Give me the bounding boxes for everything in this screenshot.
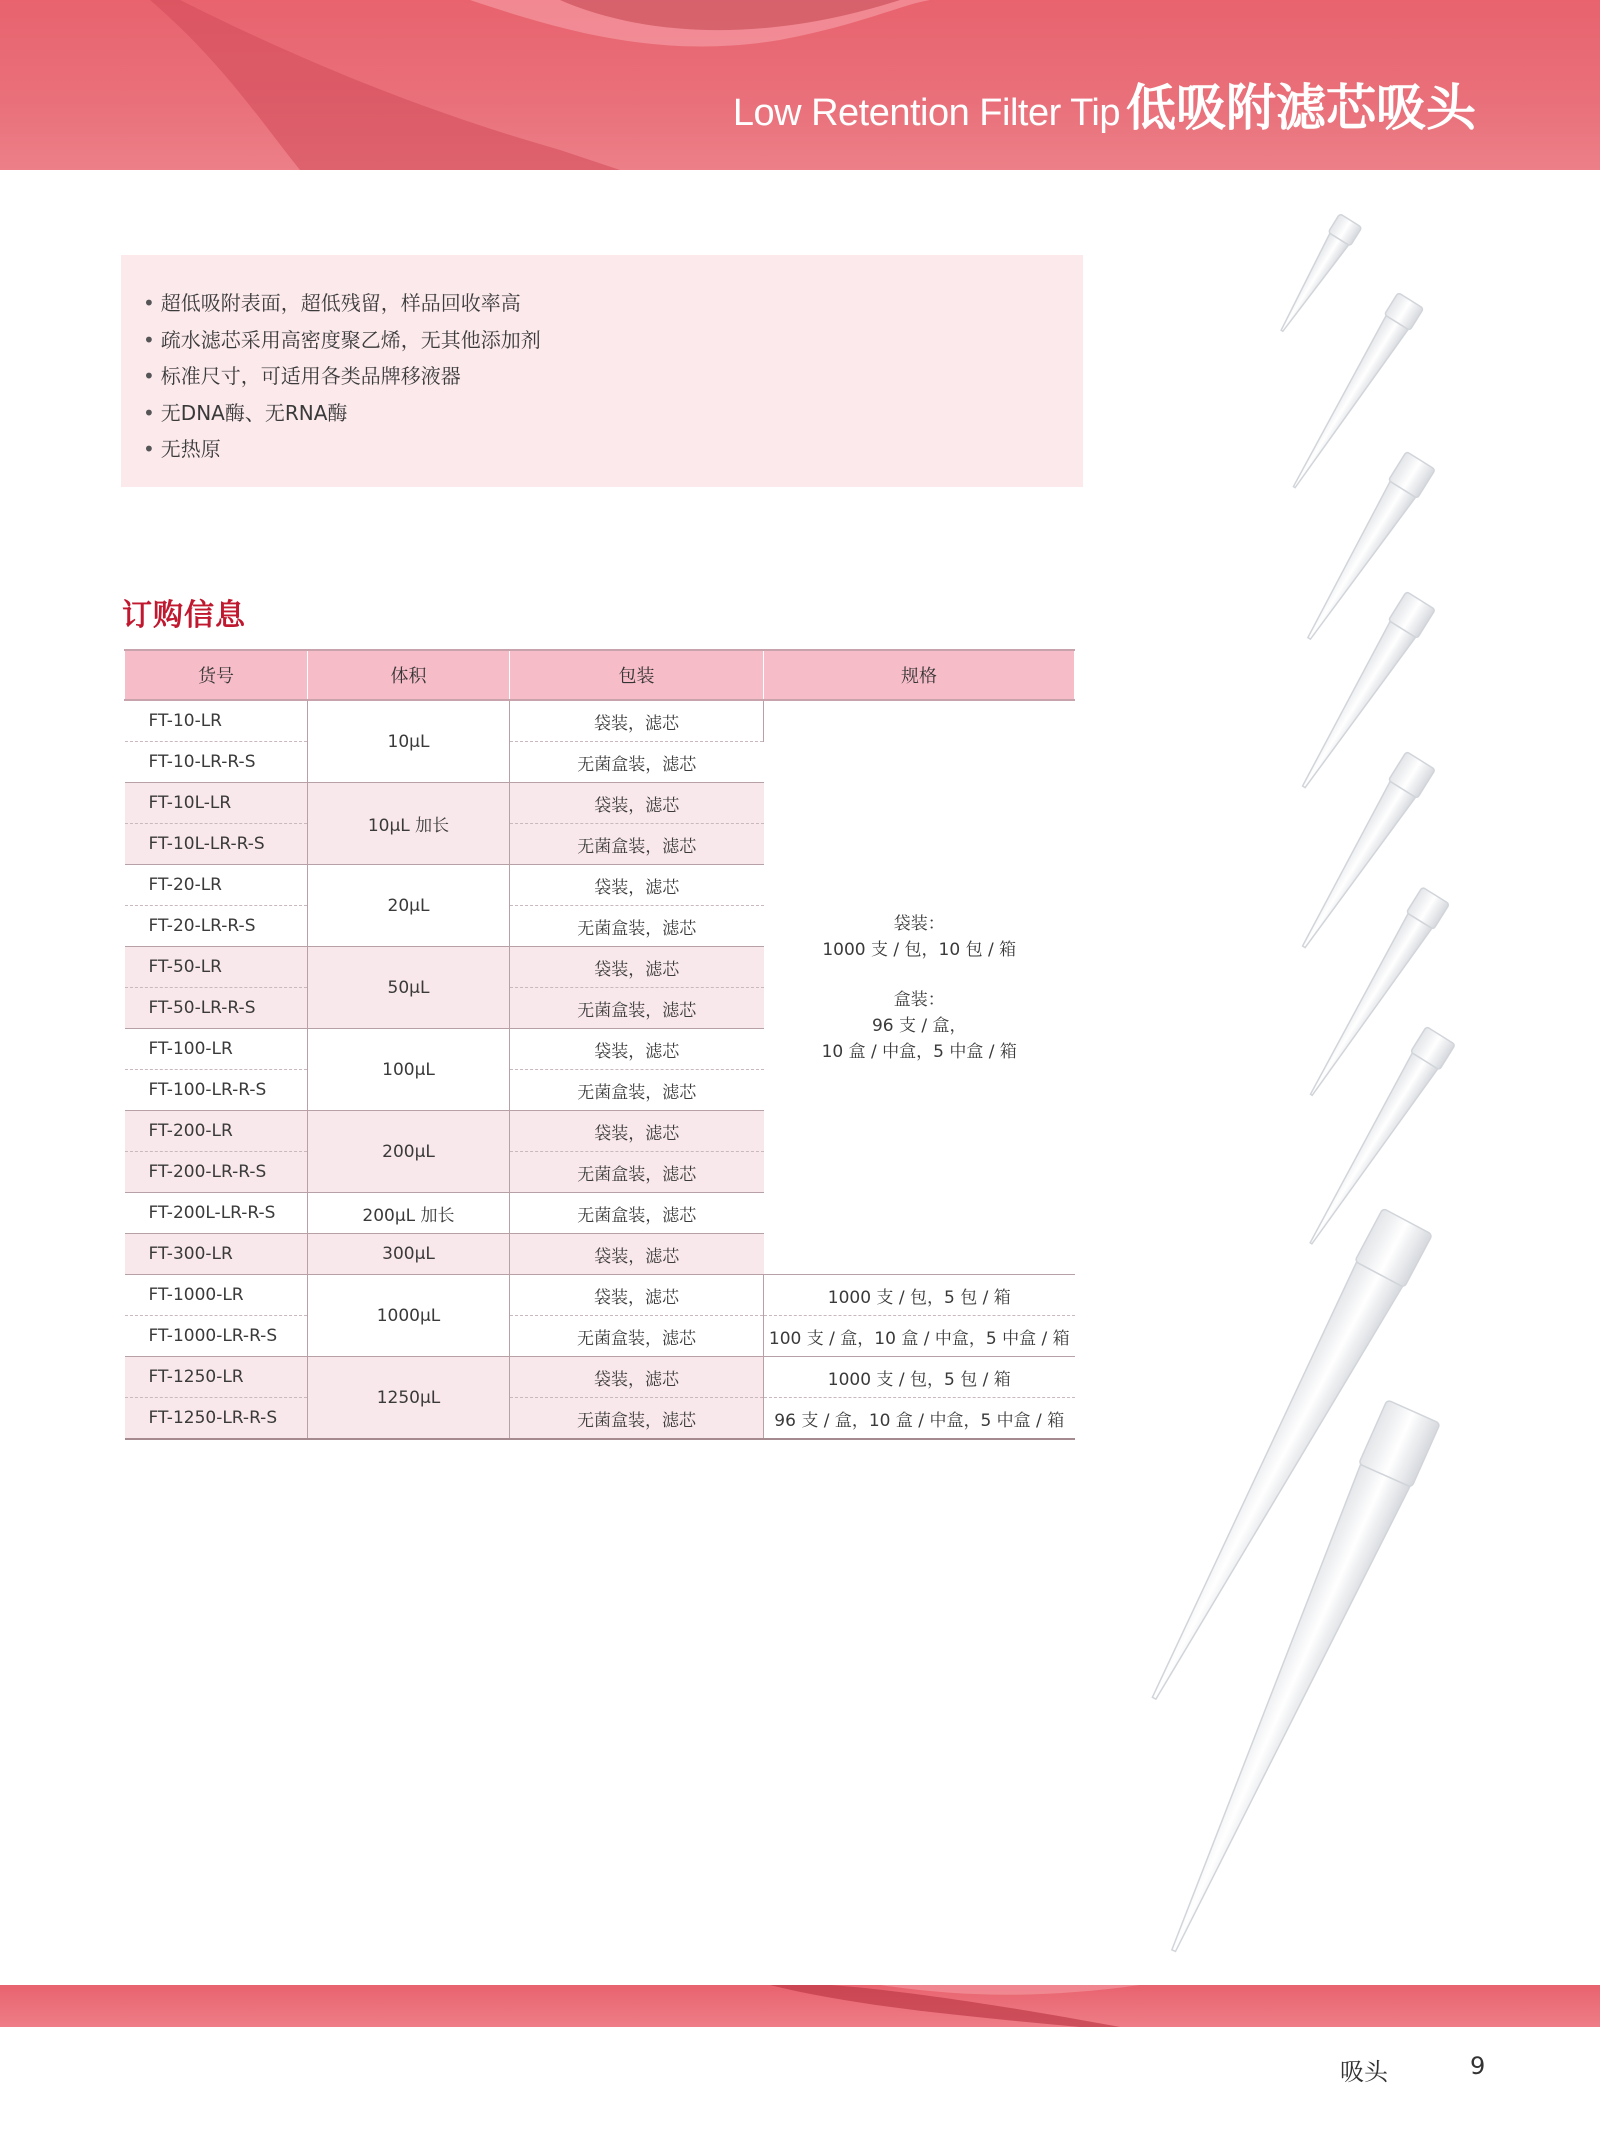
page-number: 9 (1470, 2052, 1486, 2080)
package-cell: 无菌盒装，滤芯 (510, 824, 764, 865)
item-code: FT-20-LR (125, 865, 308, 906)
spec-cell: 96 支 / 盒，10 盒 / 中盒，5 中盒 / 箱 (764, 1398, 1075, 1440)
spec-cell: 1000 支 / 包，5 包 / 箱 (764, 1357, 1075, 1398)
table-header-row (125, 650, 1075, 700)
volume-cell: 20μL (308, 865, 510, 947)
header-code: 货号 (125, 650, 308, 700)
item-code: FT-200-LR (125, 1111, 308, 1152)
spec-cell: 1000 支 / 包，5 包 / 箱 (764, 1275, 1075, 1316)
spec-line: 1000 支 / 包，10 包 / 箱 (822, 939, 1017, 960)
item-code: FT-200-LR-R-S (125, 1152, 308, 1193)
table-row (125, 1357, 1075, 1398)
package-cell: 袋装，滤芯 (510, 865, 764, 906)
header-banner (0, 0, 1600, 170)
table-row (125, 1398, 1075, 1440)
tip-300ul-icon (1297, 1027, 1456, 1253)
package-cell: 袋装，滤芯 (510, 700, 764, 742)
item-code: FT-1250-LR-R-S (125, 1398, 308, 1440)
package-cell: 无菌盒装，滤芯 (510, 1152, 764, 1193)
features-box (121, 255, 1083, 487)
spec-line: 盒装： (893, 989, 945, 1010)
header-spec: 规格 (764, 650, 1075, 700)
ordering-table (124, 649, 1075, 1440)
volume-cell: 300μL (308, 1234, 510, 1275)
volume-cell: 100μL (308, 1029, 510, 1111)
item-code: FT-10-LR-R-S (125, 742, 308, 783)
volume-cell: 1250μL (308, 1357, 510, 1440)
item-code: FT-50-LR-R-S (125, 988, 308, 1029)
package-cell: 袋装，滤芯 (510, 1029, 764, 1070)
package-cell: 无菌盒装，滤芯 (510, 742, 764, 783)
feature-item: • 标准尺寸，可适用各类品牌移液器 (143, 358, 1083, 395)
table-row (125, 700, 1075, 742)
package-cell: 无菌盒装，滤芯 (510, 1070, 764, 1111)
footer-section-label: 吸头 (1340, 2058, 1388, 2086)
tip-1250ul-icon (1147, 1400, 1440, 1963)
item-code: FT-10-LR (125, 700, 308, 742)
item-code: FT-100-LR (125, 1029, 308, 1070)
footer-ribbon-decoration (0, 1985, 1600, 2027)
item-code: FT-50-LR (125, 947, 308, 988)
footer-banner (0, 1985, 1600, 2027)
tip-10ul-icon (1271, 214, 1362, 338)
page-title (733, 68, 1476, 140)
ordering-info-heading: 订购信息 (122, 598, 246, 633)
item-code: FT-1000-LR (125, 1275, 308, 1316)
feature-item: • 超低吸附表面，超低残留，样品回收率高 (143, 285, 1083, 322)
header-package: 包装 (510, 650, 764, 700)
package-cell: 无菌盒装，滤芯 (510, 1398, 764, 1440)
feature-list (143, 285, 1083, 468)
title-chinese: 低吸附滤芯吸头 (1126, 79, 1476, 137)
package-cell: 无菌盒装，滤芯 (510, 1316, 764, 1357)
item-code: FT-10L-LR (125, 783, 308, 824)
merged-spec-cell (764, 700, 1075, 1275)
volume-cell: 10μL 加长 (308, 783, 510, 865)
volume-cell: 200μL (308, 1111, 510, 1193)
item-code: FT-1000-LR-R-S (125, 1316, 308, 1357)
package-cell: 袋装，滤芯 (510, 783, 764, 824)
package-cell: 无菌盒装，滤芯 (510, 906, 764, 947)
table-row (125, 1316, 1075, 1357)
spec-line: 96 支 / 盒， (871, 1015, 967, 1036)
header-volume: 体积 (308, 650, 510, 700)
item-code: FT-20-LR-R-S (125, 906, 308, 947)
package-cell: 袋装，滤芯 (510, 947, 764, 988)
item-code: FT-1250-LR (125, 1357, 308, 1398)
feature-item: • 无热原 (143, 431, 1083, 468)
package-cell: 袋装，滤芯 (510, 1234, 764, 1275)
package-cell: 袋装，滤芯 (510, 1357, 764, 1398)
volume-cell: 200μL 加长 (308, 1193, 510, 1234)
item-code: FT-200L-LR-R-S (125, 1193, 308, 1234)
package-cell: 袋装，滤芯 (510, 1275, 764, 1316)
spec-spacer (764, 963, 1075, 987)
feature-item: • 疏水滤芯采用高密度聚乙烯，无其他添加剂 (143, 322, 1083, 359)
volume-cell: 10μL (308, 700, 510, 783)
item-code: FT-10L-LR-R-S (125, 824, 308, 865)
spec-line: 10 盒 / 中盒，5 中盒 / 箱 (821, 1041, 1017, 1062)
package-cell: 无菌盒装，滤芯 (510, 1193, 764, 1234)
item-code: FT-100-LR-R-S (125, 1070, 308, 1111)
item-code: FT-300-LR (125, 1234, 308, 1275)
package-cell: 袋装，滤芯 (510, 1111, 764, 1152)
table-row (125, 1275, 1075, 1316)
spec-line: 袋装： (893, 913, 945, 934)
volume-cell: 1000μL (308, 1275, 510, 1357)
volume-cell: 50μL (308, 947, 510, 1029)
pipette-tips-illustration (1080, 200, 1580, 2030)
title-english: Low Retention Filter Tip (732, 92, 1120, 134)
feature-item: • 无DNA酶、无RNA酶 (143, 395, 1083, 432)
spec-cell: 100 支 / 盒，10 盒 / 中盒，5 中盒 / 箱 (764, 1316, 1075, 1357)
package-cell: 无菌盒装，滤芯 (510, 988, 764, 1029)
